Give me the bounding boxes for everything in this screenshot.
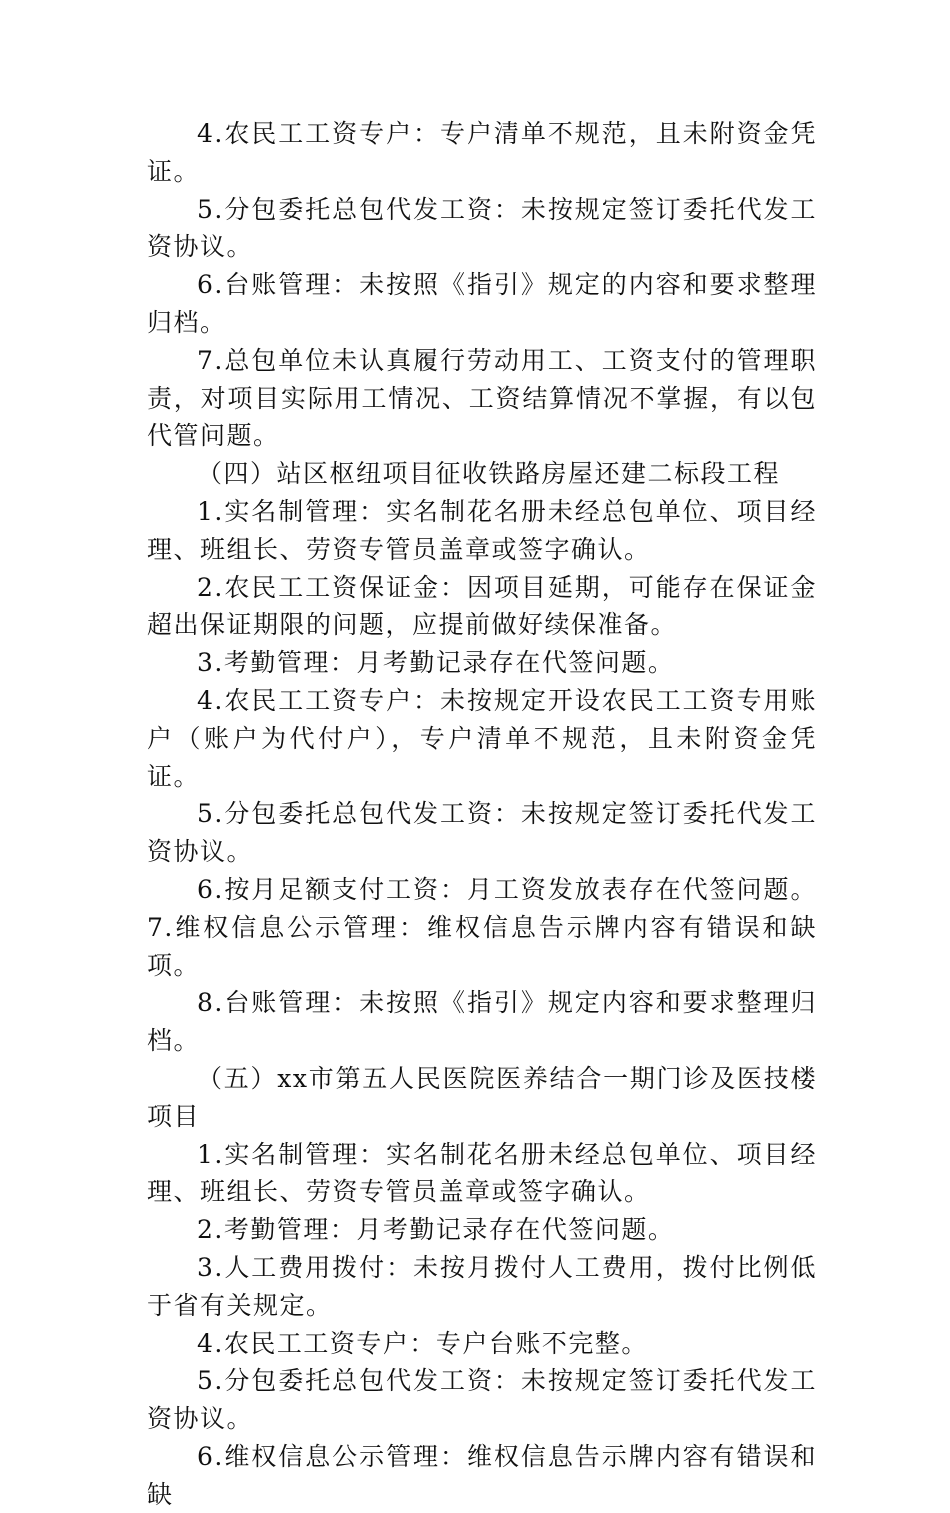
paragraph-item-5: 5.分包委托总包代发工资：未按规定签订委托代发工资协议。	[147, 1366, 817, 1434]
paragraph-item-6: 6.维权信息公示管理：维权信息告示牌内容有错误和缺	[147, 1441, 817, 1509]
paragraph-item-2: 2.考勤管理：月考勤记录存在代签问题。	[197, 1215, 675, 1245]
paragraph-item-6: 6.台账管理：未按照《指引》规定的内容和要求整理归档。	[147, 270, 817, 337]
paragraph-item-3: 3.考勤管理：月考勤记录存在代签问题。	[197, 648, 675, 678]
paragraph-item-8: 8.台账管理：未按照《指引》规定内容和要求整理归档。	[147, 988, 817, 1056]
paragraph-item-1: 1.实名制管理：实名制花名册未经总包单位、项目经理、班组长、劳资专管员盖章或签字确认。	[147, 1139, 817, 1207]
document-page	[147, 115, 817, 1513]
paragraph-item-4: 4.农民工工资专户：未按规定开设农民工工资专用账户（账户为代付户），专户清单不规范，且未附资金凭证。	[147, 685, 817, 791]
section-heading-5: （五）xx市第五人民医院医养结合一期门诊及医技楼项目	[147, 1063, 817, 1131]
paragraph-item-4: 4.农民工工资专户：专户台账不完整。	[197, 1328, 648, 1358]
paragraph-item-6: 6.按月足额支付工资：月工资发放表存在代签问题。7.维权信息公示管理：维权信息告示牌内容有错误和缺项。	[147, 874, 817, 980]
paragraph-item-7: 7.总包单位未认真履行劳动用工、工资支付的管理职责，对项目实际用工情况、工资结算情况不掌握，有以包代管问题。	[147, 345, 817, 451]
paragraph-item-4: 4.农民工工资专户：专户清单不规范，且未附资金凭证。	[147, 119, 817, 186]
paragraph-item-5: 5.分包委托总包代发工资：未按规定签订委托代发工资协议。	[147, 194, 817, 262]
paragraph-item-1: 1.实名制管理：实名制花名册未经总包单位、项目经理、班组长、劳资专管员盖章或签字确认。	[147, 496, 817, 564]
paragraph-item-5: 5.分包委托总包代发工资：未按规定签订委托代发工资协议。	[147, 799, 817, 867]
paragraph-item-3: 3.人工费用拨付：未按月拨付人工费用，拨付比例低于省有关规定。	[147, 1252, 817, 1320]
section-heading-4: （四）站区枢纽项目征收铁路房屋还建二标段工程	[197, 459, 781, 489]
paragraph-item-2: 2.农民工工资保证金：因项目延期，可能存在保证金超出保证期限的问题，应提前做好续保准备。	[147, 572, 817, 640]
